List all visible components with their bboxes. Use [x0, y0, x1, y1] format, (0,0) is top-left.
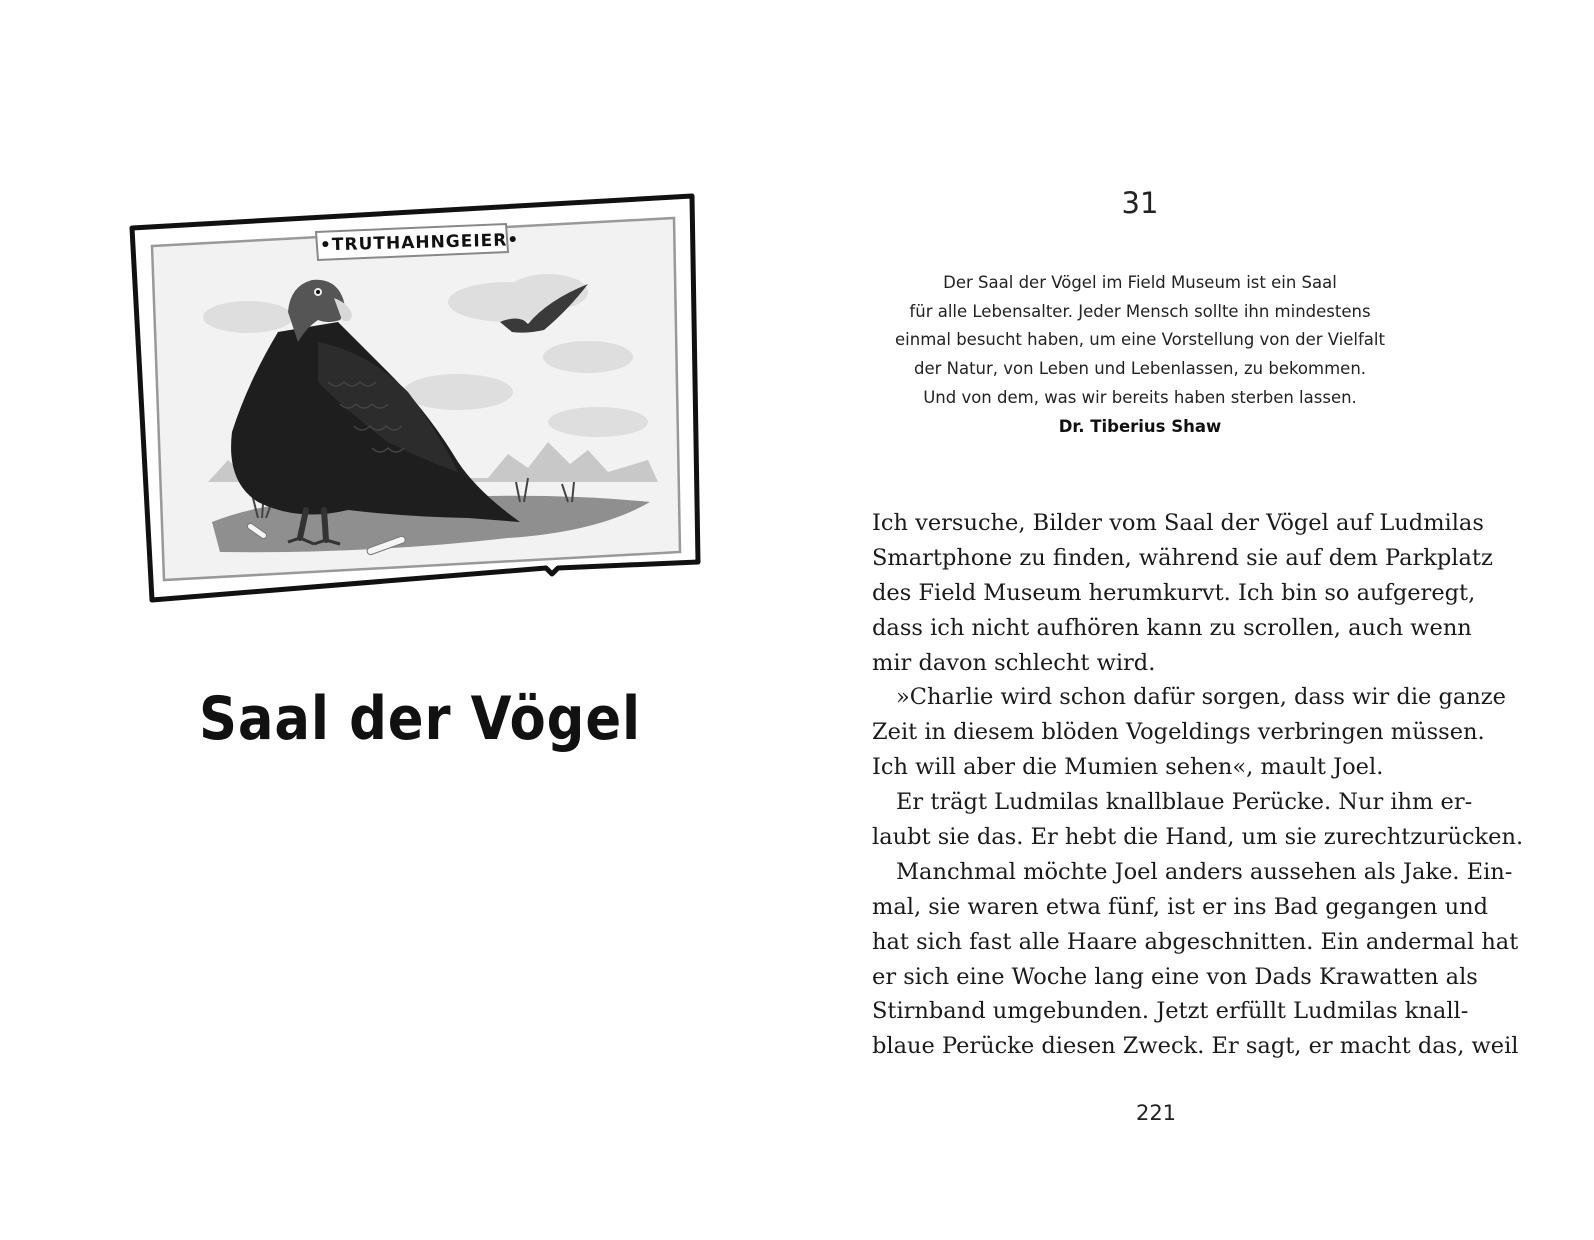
illustration-label: •TRUTHAHNGEIER• — [319, 230, 520, 256]
body-line: Stirnband umgebunden. Jetzt erfüllt Ludmilas knall- — [872, 998, 1469, 1025]
epigraph-line: Und von dem, was wir bereits haben sterben lassen. — [923, 387, 1357, 407]
epigraph-line: Der Saal der Vögel im Field Museum ist ein Saal — [943, 273, 1337, 292]
body-line: Ich will aber die Mumien sehen«, mault Joel. — [872, 754, 1384, 781]
page-number: 221 — [1135, 1101, 1177, 1125]
body-line: er sich eine Woche lang eine von Dads Krawatten als — [872, 963, 1478, 990]
body-line: Er trägt Ludmilas knallblaue Perücke. Nur ihm er- — [896, 789, 1473, 816]
body-line: mal, sie waren etwa fünf, ist er ins Bad gegangen und — [872, 893, 1488, 920]
body-line: Smartphone zu finden, während sie auf dem Parkplatz — [872, 544, 1493, 571]
body-line: »Charlie wird schon dafür sorgen, dass wir die ganze — [896, 684, 1506, 711]
body-line: des Field Museum herumkurvt. Ich bin so aufgeregt, — [872, 579, 1476, 606]
epigraph-line: einmal besucht haben, um eine Vorstellung von der Vielfalt — [895, 330, 1385, 350]
chapter-number: 31 — [1121, 186, 1159, 220]
body-line: mir davon schlecht wird. — [872, 649, 1156, 676]
chapter-title: Saal der Vögel — [198, 684, 642, 754]
body-line: hat sich fast alle Haare abgeschnitten. Ein andermal hat — [872, 928, 1519, 955]
body-text — [872, 506, 1524, 1064]
body-line: dass ich nicht aufhören kann zu scrollen, auch wenn — [872, 614, 1472, 641]
epigraph — [880, 269, 1400, 441]
epigraph-line: für alle Lebensalter. Jeder Mensch sollte ihn mindestens — [909, 301, 1371, 321]
body-line: laubt sie das. Er hebt die Hand, um sie zurechtzurücken. — [872, 824, 1524, 851]
illustration-card — [128, 192, 708, 608]
epigraph-line: der Natur, von Leben und Lebenlassen, zu bekommen. — [913, 359, 1367, 379]
body-line: blaue Perücke diesen Zweck. Er sagt, er macht das, weil — [872, 1033, 1519, 1060]
body-line: Manchmal möchte Joel anders aussehen als Jake. Ein- — [896, 858, 1513, 885]
body-line: Zeit in diesem blöden Vogeldings verbringen müssen. — [872, 719, 1485, 746]
body-line: Ich versuche, Bilder vom Saal der Vögel auf Ludmilas — [872, 510, 1484, 536]
epigraph-author: Dr. Tiberius Shaw — [1058, 416, 1222, 436]
